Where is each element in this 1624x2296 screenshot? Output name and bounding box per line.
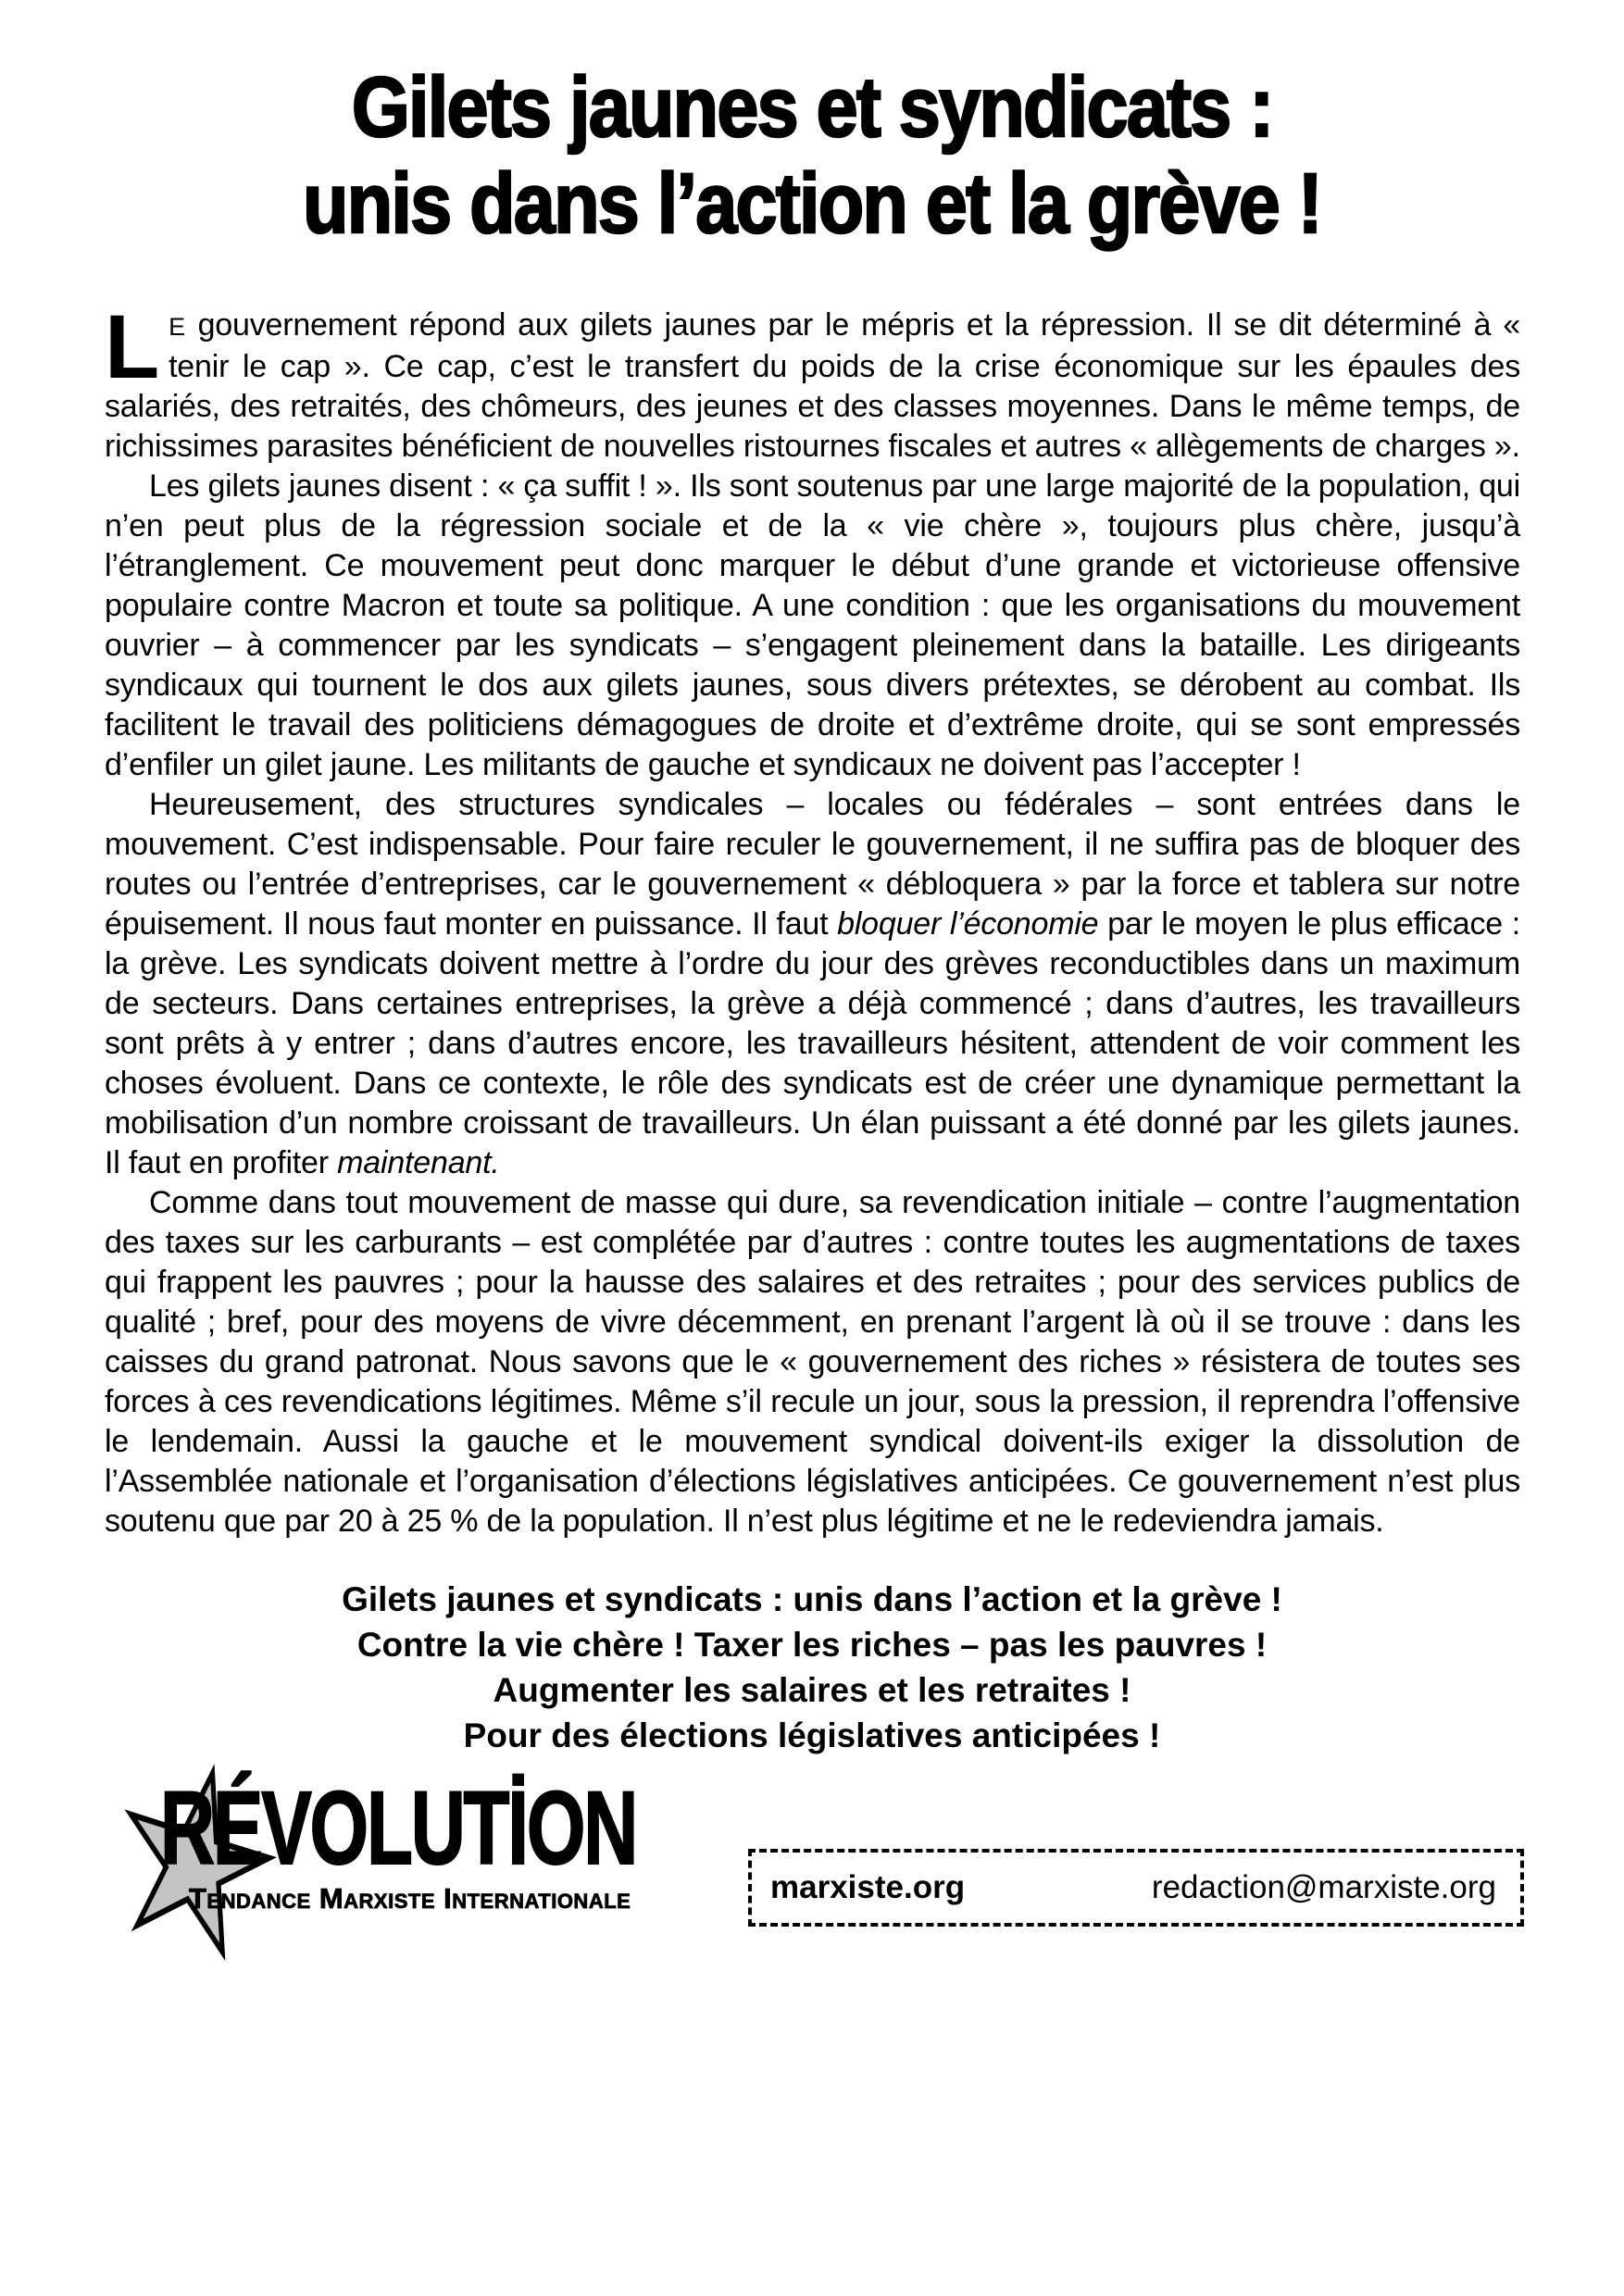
paragraph-4 bbox=[105, 1183, 1520, 1541]
paragraph-1-text: gouvernement répond aux gilets jaunes par le mépris et la répression. Il se dit déterminé à « tenir le cap ». Ce cap, c’est le transfert du poids de la crise économique sur les épaules des salariés, des retraités, des chômeurs, des jeunes et des classes moyennes. Dans le même temps, de richissimes parasites bénéficient de nouvelles ristournes fiscales et autres « allègements de charges ». bbox=[105, 307, 1520, 464]
paragraph-1 bbox=[105, 296, 1520, 467]
dropcap-letter: L bbox=[105, 296, 160, 397]
email-text: redaction@marxiste.org bbox=[1151, 1869, 1496, 1905]
logo-wordmark: RÉVOLUTİON bbox=[160, 1770, 637, 1886]
paragraph-3 bbox=[105, 785, 1520, 1183]
website-text: marxiste.org bbox=[770, 1869, 966, 1905]
body-text bbox=[105, 296, 1520, 1541]
revolution-logo bbox=[109, 1771, 720, 2003]
logo-tagline: Tendance Marxiste Internationale bbox=[189, 1882, 631, 1915]
paragraph-3-text-b: par le moyen le plus efficace : la grève. Les syndicats doivent mettre à l’ordre du jour des grèves reconductibles dans un maximum de secteurs. Dans certaines entreprises, la grève a déjà commencé ; dans d’autres, les travailleurs sont prêts à y entrer ; dans d’autres encore, les travailleurs hésitent, attendent de voir comment les choses évoluent. Dans ce contexte, le rôle des syndicats est de créer une dynamique permettant la mobilisation d’un nombre croissant de travailleurs. Un élan puissant a été donné par les gilets jaunes. Il faut en profiter bbox=[105, 906, 1520, 1180]
title-line-1: Gilets jaunes et syndicats : bbox=[351, 60, 1273, 155]
paragraph-4-text: Comme dans tout mouvement de masse qui dure, sa revendication initiale – contre l’augmentation des taxes sur les carburants – est complétée par d’autres : contre toutes les augmentations de taxes qui frappent les pauvres ; pour la hausse des salaires et des retraites ; pour des services publics de qualité ; bref, pour des moyens de vivre décemment, en prenant l’argent là où il se trouve : dans les caisses du grand patronat. Nous savons que le « gouvernement des riches » résistera de toutes ses forces à ces revendications légitimes. Même s’il recule un jour, sous la pression, il reprendra l’offensive le lendemain. Aussi la gauche et le mouvement syndical doivent-ils exiger la dissolution de l’Assemblée nationale et l’organisation d’élections législatives anticipées. Ce gouvernement n’est plus soutenu que par 20 à 25 % de la population. Il n’est plus légitime et ne le redeviendra jamais. bbox=[105, 1185, 1520, 1539]
slogan-line-3: Augmenter les salaires et les retraites ! bbox=[493, 1671, 1131, 1709]
italic-phrase-1: bloquer l’économie bbox=[837, 906, 1099, 942]
paragraph-3-text-a: Heureusement, des structures syndicales – locales ou fédérales – sont entrées dans le mouvement. C’est indispensable. Pour faire reculer le gouvernement, il ne suffira pas de bloquer des routes ou l’entrée d’entreprises, car le gouvernement « débloquera » par la force et tablera sur notre épuisement. Il nous faut monter en puissance. Il faut bbox=[105, 787, 1520, 942]
slogan-line-2: Contre la vie chère ! Taxer les riches – pas les pauvres ! bbox=[356, 1626, 1268, 1664]
slogan-line-4: Pour des élections législatives anticipées ! bbox=[463, 1716, 1161, 1754]
paragraph-2-text: Les gilets jaunes disent : « ça suffit ! ». Ils sont soutenus par une large majorité de la population, qui n’en peut plus de la régression sociale et de la « vie chère », toujours plus chère, jusqu’à l’étranglement. Ce mouvement peut donc marquer le début d’une grande et victorieuse offensive populaire contre Macron et toute sa politique. A une condition : que les organisations du mouvement ouvrier – à commencer par les syndicats – s’engagent pleinement dans la bataille. Les dirigeants syndicaux qui tournent le dos aux gilets jaunes, sous divers prétextes, se dérobent au combat. Ils facilitent le travail des politiciens démagogues de droite et d’extrême droite, qui se sont empressés d’enfiler un gilet jaune. Les militants de gauche et syndicaux ne doivent pas l’accepter ! bbox=[105, 468, 1520, 782]
title-line-2: unis dans l’action et la grève ! bbox=[303, 156, 1321, 251]
paragraph-2 bbox=[105, 467, 1520, 785]
lead-capital: E bbox=[169, 313, 186, 341]
italic-phrase-2: maintenant. bbox=[337, 1145, 500, 1180]
footer bbox=[109, 1771, 1524, 2003]
slogan-line-1: Gilets jaunes et syndicats : unis dans l’action et la grève ! bbox=[342, 1580, 1282, 1618]
contact-box bbox=[748, 1849, 1524, 1927]
page-title bbox=[0, 59, 1624, 252]
slogan-block bbox=[0, 1577, 1624, 1758]
